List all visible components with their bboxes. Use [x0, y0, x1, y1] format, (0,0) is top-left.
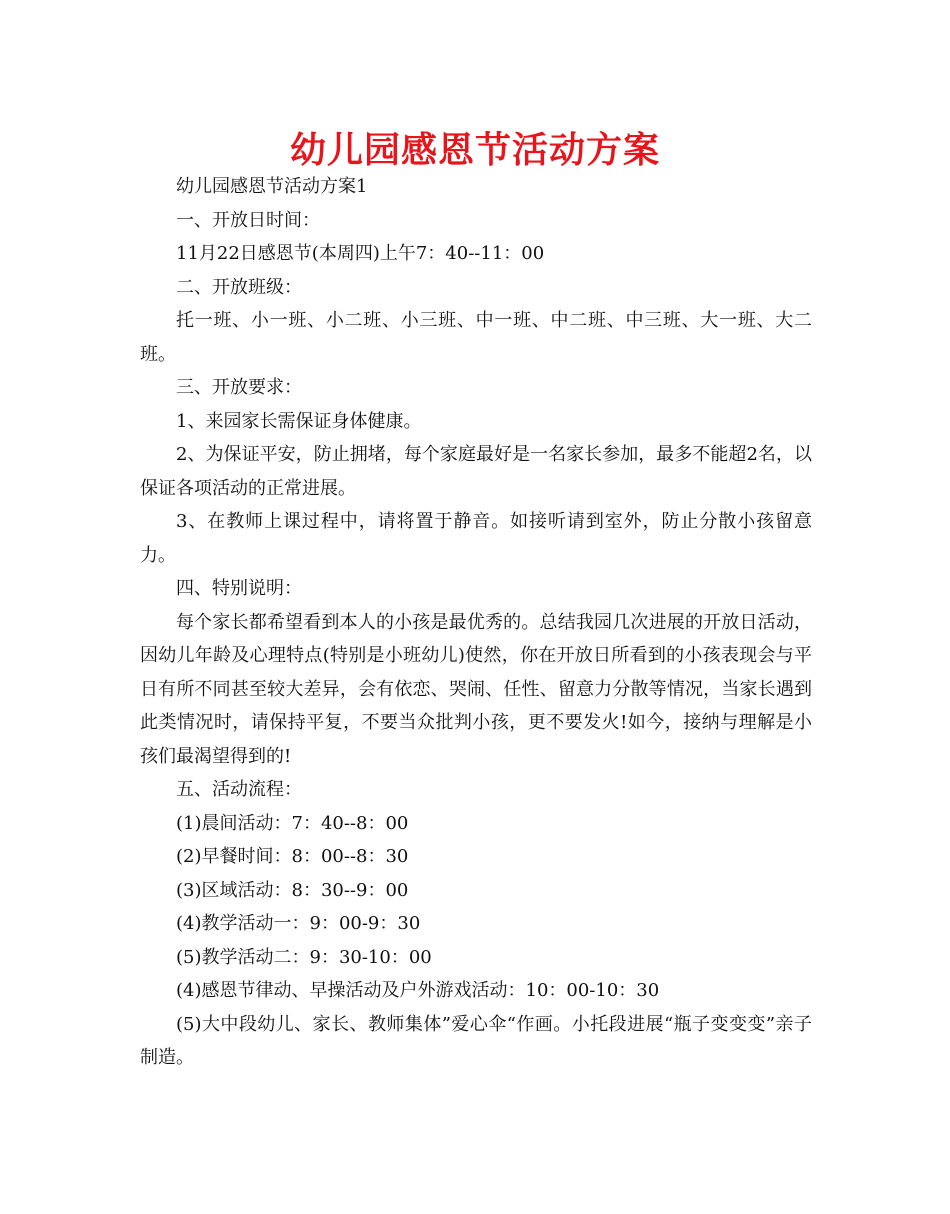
- schedule-item-5: (5)教学活动二：9：30-10：00: [176, 946, 432, 968]
- paragraph-classes: 托一班、小一班、小二班、小三班、中一班、中二班、中三班、大一班、大二班。: [140, 310, 812, 365]
- paragraph-subtitle: 幼儿园感恩节活动方案1: [176, 176, 368, 197]
- paragraph-requirement-3: 3、在教师上课过程中，请将置于静音。如接听请到室外，防止分散小孩留意力。: [140, 511, 812, 566]
- paragraph-heading-classes: 二、开放班级：: [176, 276, 302, 298]
- paragraph-heading-time: 一、开放日时间：: [176, 209, 320, 231]
- document-title: 幼儿园感恩节活动方案: [289, 130, 660, 171]
- document-body: [140, 170, 812, 1075]
- paragraph-requirement-2: 2、为保证平安，防止拥堵，每个家庭最好是一名家长参加，最多不能超2名，以保证各项活动的正常进展。: [140, 444, 812, 499]
- paragraph-heading-notes: 四、特别说明：: [176, 578, 302, 599]
- schedule-item-6: (4)感恩节律动、早操活动及户外游戏活动：10：00-10：30: [176, 980, 660, 1001]
- paragraph-notes: 每个家长都希望看到本人的小孩是最优秀的。总结我园几次进展的开放日活动，因幼儿年龄及心理特点(特别是小班幼儿)使然，你在开放日所看到的小孩表现会与平日有所不同甚至较大差异，会有依恋、哭闹、任性、留意力分散等情况，当家长遇到此类情况时，请保持平复，不要当众批判小孩，更不要发火!如今，接纳与理解是小孩们最渴望得到的!: [140, 611, 812, 767]
- paragraph-heading-schedule: 五、活动流程：: [176, 779, 302, 800]
- schedule-item-1: (1)晨间活动：7：40--8：00: [176, 812, 409, 834]
- schedule-item-7: (5)大中段幼儿、家长、教师集体”爱心伞“作画。小托段进展“瓶子变变变”亲子制造。: [140, 1013, 812, 1068]
- paragraph-heading-requirements: 三、开放要求：: [176, 377, 302, 398]
- paragraph-requirement-1: 1、来园家长需保证身体健康。: [176, 410, 422, 432]
- paragraph-time: 11月22日感恩节(本周四)上午7：40--11：00: [176, 243, 545, 264]
- schedule-item-2: (2)早餐时间：8：00--8：30: [176, 846, 409, 867]
- schedule-item-4: (4)教学活动一：9：00-9：30: [176, 913, 421, 934]
- schedule-item-3: (3)区域活动：8：30--9：00: [176, 879, 409, 901]
